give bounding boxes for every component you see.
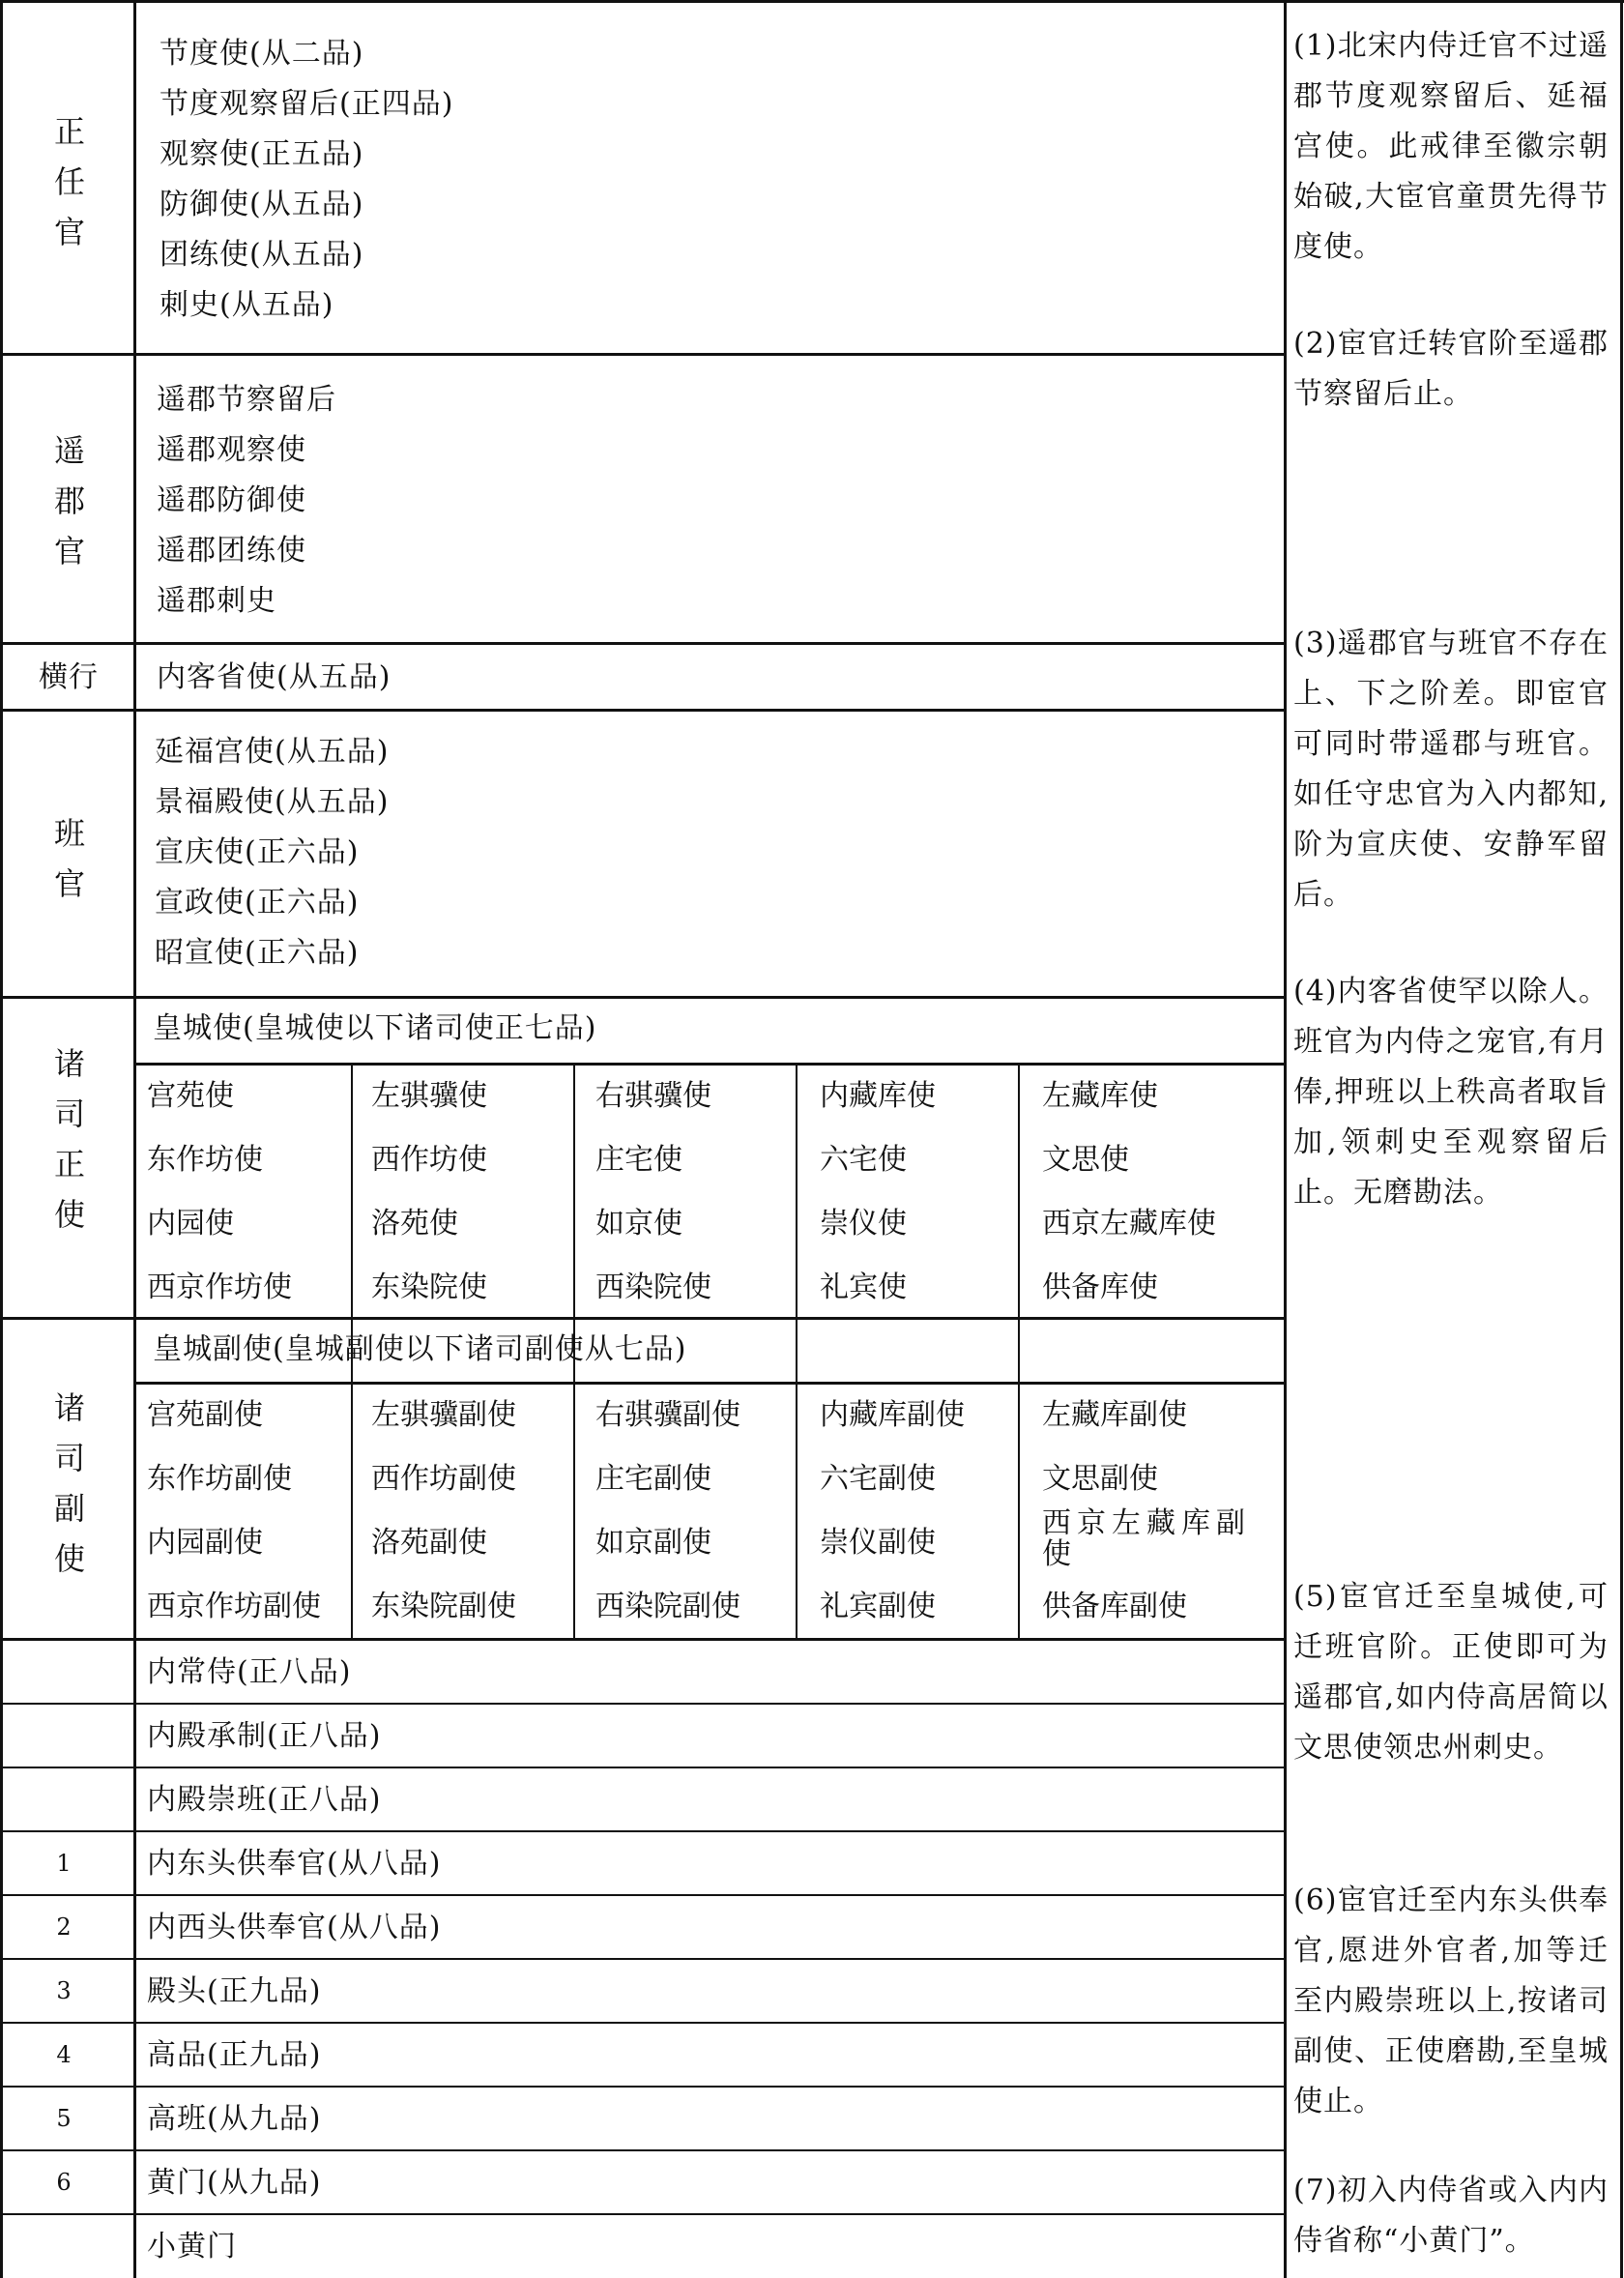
zheng-cell: 西染院使 [595,1270,711,1304]
lower-rank-item: 小黄门 [147,2230,237,2263]
zhengren-item: 观察使(正五品) [160,137,364,171]
zheng-cell: 如京使 [595,1207,682,1241]
zheng-cell: 宫苑使 [147,1079,234,1113]
zheng-cell: 东作坊使 [147,1143,263,1177]
divider-zhengshi [0,1317,1286,1320]
fu-cell: 西染院副使 [595,1590,740,1623]
lower-rank-item: 内常侍(正八品) [147,1655,352,1689]
lower-rank-number: 6 [56,2169,72,2196]
table-top-border [0,0,1624,3]
notes-column-divider [1284,0,1287,2278]
fu-cell: 宫苑副使 [147,1398,263,1432]
grid-col-3 [796,1063,798,1638]
banguan-item: 景福殿使(从五品) [155,785,390,819]
zhengren-item: 节度使(从二品) [160,37,364,71]
category-zhushi-zheng: 诸 司 正 使 [53,1045,85,1233]
zheng-cell: 礼宾使 [820,1270,907,1304]
divider-lower-8 [0,2149,1286,2151]
divider-zhengren [0,353,1286,356]
lower-rank-item: 内西头供奉官(从八品) [147,1911,442,1944]
divider-fushi [0,1638,1286,1641]
banguan-item: 宣庆使(正六品) [155,835,360,869]
category-yaojun: 遥 郡 官 [53,432,85,570]
yaojun-item: 遥郡观察使 [157,433,306,467]
zheng-cell: 文思使 [1042,1143,1129,1177]
zheng-cell: 洛苑使 [371,1207,458,1241]
divider-lower-2 [0,1767,1286,1768]
lower-rank-item: 高品(正九品) [147,2038,322,2072]
zheng-cell: 内藏库使 [820,1079,936,1113]
zheng-cell: 西京作坊使 [147,1270,292,1304]
category-banguan: 班 官 [53,815,85,902]
fu-cell: 崇仪副使 [820,1526,936,1560]
fu-cell: 庄宅副使 [595,1462,711,1496]
divider-yaojun [0,642,1286,645]
category-hengxing: 横行 [39,660,99,694]
divider-zhengshi-header [133,1063,1286,1066]
divider-lower-6 [0,2022,1286,2024]
fu-cell: 礼宾副使 [820,1590,936,1623]
lower-rank-item: 内殿承制(正八品) [147,1719,382,1753]
fu-cell: 东作坊副使 [147,1462,292,1496]
divider-lower-4 [0,1894,1286,1896]
grid-col-4 [1018,1063,1020,1638]
category-column-divider [133,0,136,2278]
yaojun-item: 遥郡刺史 [157,584,276,618]
fu-cell: 内藏库副使 [820,1398,965,1432]
lower-rank-item: 内东头供奉官(从八品) [147,1847,442,1881]
yaojun-item: 遥郡团练使 [157,534,306,568]
zheng-cell: 庄宅使 [595,1143,682,1177]
zheng-cell: 内园使 [147,1207,234,1241]
fu-cell: 左骐骥副使 [371,1398,516,1432]
fu-cell: 左藏库副使 [1042,1398,1187,1432]
banguan-item: 昭宣使(正六品) [155,936,360,970]
divider-lower-5 [0,1958,1286,1960]
note-7: (7)初入内侍省或入内内侍省称“小黄门”。 [1293,2174,1609,2258]
divider-hengxing [0,709,1286,712]
fu-cell: 文思副使 [1042,1462,1158,1496]
fu-cell: 右骐骥副使 [595,1398,740,1432]
fu-cell: 西京左藏库副使 [1042,1506,1251,1571]
fu-cell: 内园副使 [147,1526,263,1560]
divider-lower-3 [0,1830,1286,1832]
lower-rank-number: 4 [56,2041,72,2068]
zhengren-item: 节度观察留后(正四品) [160,87,454,121]
fu-cell: 六宅副使 [820,1462,936,1496]
zheng-cell: 左藏库使 [1042,1079,1158,1113]
divider-lower-9 [0,2213,1286,2215]
divider-fushi-header [133,1382,1286,1385]
note-4: (4)内客省使罕以除人。班官为内侍之宠官,有月俸,押班以上秩高者取旨加,领刺史至观察留后止。无磨勘法。 [1293,975,1609,1210]
zhushi-fu-header: 皇城副使(皇城副使以下诸司副使从七品) [153,1332,687,1366]
lower-rank-item: 高班(从九品) [147,2102,322,2136]
lower-rank-number: 3 [56,1977,72,2004]
lower-rank-number: 5 [56,2105,72,2132]
divider-banguan [0,996,1286,999]
note-2: (2)宦官迁转官阶至遥郡节察留后止。 [1293,327,1609,411]
banguan-item: 延福宫使(从五品) [155,735,390,769]
zheng-cell: 东染院使 [371,1270,487,1304]
zheng-cell: 左骐骥使 [371,1079,487,1113]
zheng-cell: 西作坊使 [371,1143,487,1177]
fu-cell: 西作坊副使 [371,1462,516,1496]
table-left-border [0,0,3,2278]
lower-rank-item: 黄门(从九品) [147,2166,322,2200]
zhengren-item: 团练使(从五品) [160,238,364,272]
zhengren-item: 防御使(从五品) [160,188,364,221]
lower-rank-item: 内殿崇班(正八品) [147,1783,382,1817]
category-zhengren: 正 任 官 [53,113,85,250]
fu-cell: 如京副使 [595,1526,711,1560]
fu-cell: 供备库副使 [1042,1590,1187,1623]
fu-cell: 洛苑副使 [371,1526,487,1560]
zhengren-item: 刺史(从五品) [160,288,334,322]
fu-cell: 东染院副使 [371,1590,516,1623]
banguan-item: 宣政使(正六品) [155,886,360,920]
divider-lower-1 [0,1703,1286,1705]
notes-right-border [1620,0,1623,2278]
zheng-cell: 崇仪使 [820,1207,907,1241]
note-3: (3)遥郡官与班官不存在上、下之阶差。即宦官可同时带遥郡与班官。如任守忠官为入内都知,阶为宣庆使、安静军留后。 [1293,627,1609,912]
note-1: (1)北宋内侍迁官不过遥郡节度观察留后、延福宫使。此戒律至徽宗朝始破,大宦官童贯先得节度使。 [1293,29,1609,264]
zheng-cell: 六宅使 [820,1143,907,1177]
yaojun-item: 遥郡节察留后 [157,383,336,417]
zheng-cell: 右骐骥使 [595,1079,711,1113]
note-6: (6)宦官迁至内东头供奉官,愿进外官者,加等迁至内殿崇班以上,按诸司副使、正使磨勘,至皇城使止。 [1293,1884,1609,2118]
note-5: (5)宦官迁至皇城使,可迁班官阶。正使即可为遥郡官,如内侍高居简以文思使领忠州刺史。 [1293,1580,1609,1765]
lower-rank-number: 2 [56,1913,72,1941]
divider-lower-7 [0,2086,1286,2088]
yaojun-item: 遥郡防御使 [157,483,306,517]
lower-rank-number: 1 [56,1850,72,1877]
fu-cell: 西京作坊副使 [147,1590,321,1623]
category-zhushi-fu: 诸 司 副 使 [53,1389,85,1577]
zhushi-zheng-header: 皇城使(皇城使以下诸司使正七品) [153,1011,597,1045]
zheng-cell: 供备库使 [1042,1270,1158,1304]
hengxing-item: 内客省使(从五品) [157,660,392,694]
lower-rank-item: 殿头(正九品) [147,1974,322,2008]
zheng-cell: 西京左藏库使 [1042,1207,1216,1241]
